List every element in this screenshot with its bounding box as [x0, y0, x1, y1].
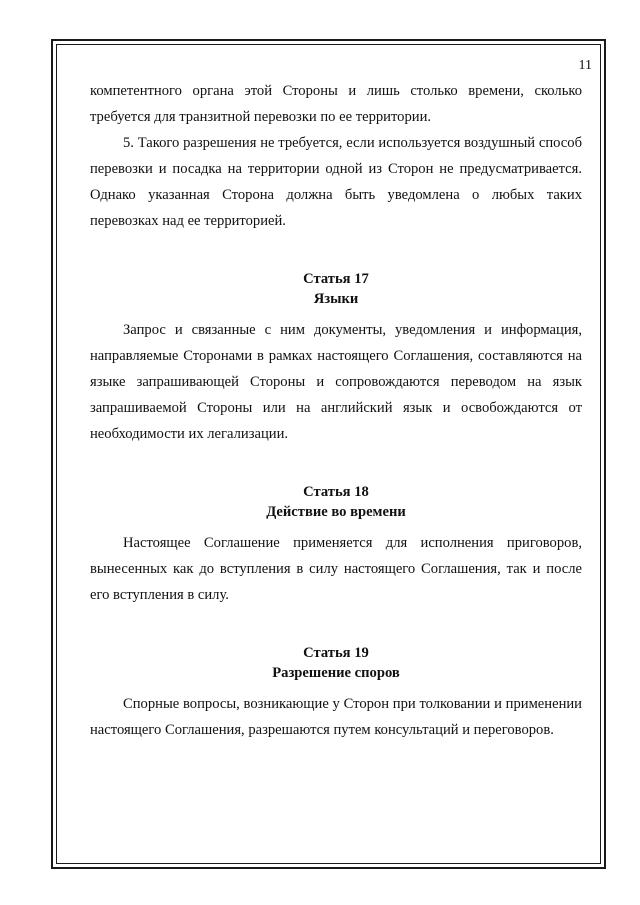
paragraph-item-5: 5. Такого разрешения не требуется, если используется воздушный способ перевозки и посадка на территории одной из Сторон не предусматривается. Однако указанная Сторона должна быть уведомлена о любых таких перевозках над ее территорией. — [90, 135, 582, 229]
document-body — [90, 78, 582, 743]
article-title: Языки — [313, 291, 359, 307]
article-title: Действие во времени — [266, 504, 406, 520]
paragraph-continuation: компетентного органа этой Стороны и лишь столько времени, сколько требуется для транзитной перевозки по ее территории. — [90, 83, 582, 125]
article-19 — [90, 643, 582, 743]
page-number: 11 — [578, 58, 592, 73]
article-title: Разрешение споров — [272, 665, 400, 681]
article-number: Статья 17 — [303, 271, 369, 287]
article-text: Спорные вопросы, возникающие у Сторон при толковании и применении настоящего Соглашения, разрешаются путем консультаций и переговоров. — [90, 696, 582, 738]
article-18 — [90, 482, 582, 608]
article-number: Статья 18 — [303, 484, 369, 500]
article-text: Запрос и связанные с ним документы, уведомления и информация, направляемые Сторонами в рамках настоящего Соглашения, составляются на языке запрашивающей Стороны и сопровождаются переводом на язык запрашиваемой Стороны или на английский язык и освобождаются от необходимости их легализации. — [90, 322, 582, 442]
article-17 — [90, 269, 582, 447]
article-number: Статья 19 — [303, 645, 369, 661]
article-text: Настоящее Соглашение применяется для исполнения приговоров, вынесенных как до вступления в силу настоящего Соглашения, так и после его вступления в силу. — [90, 535, 582, 603]
